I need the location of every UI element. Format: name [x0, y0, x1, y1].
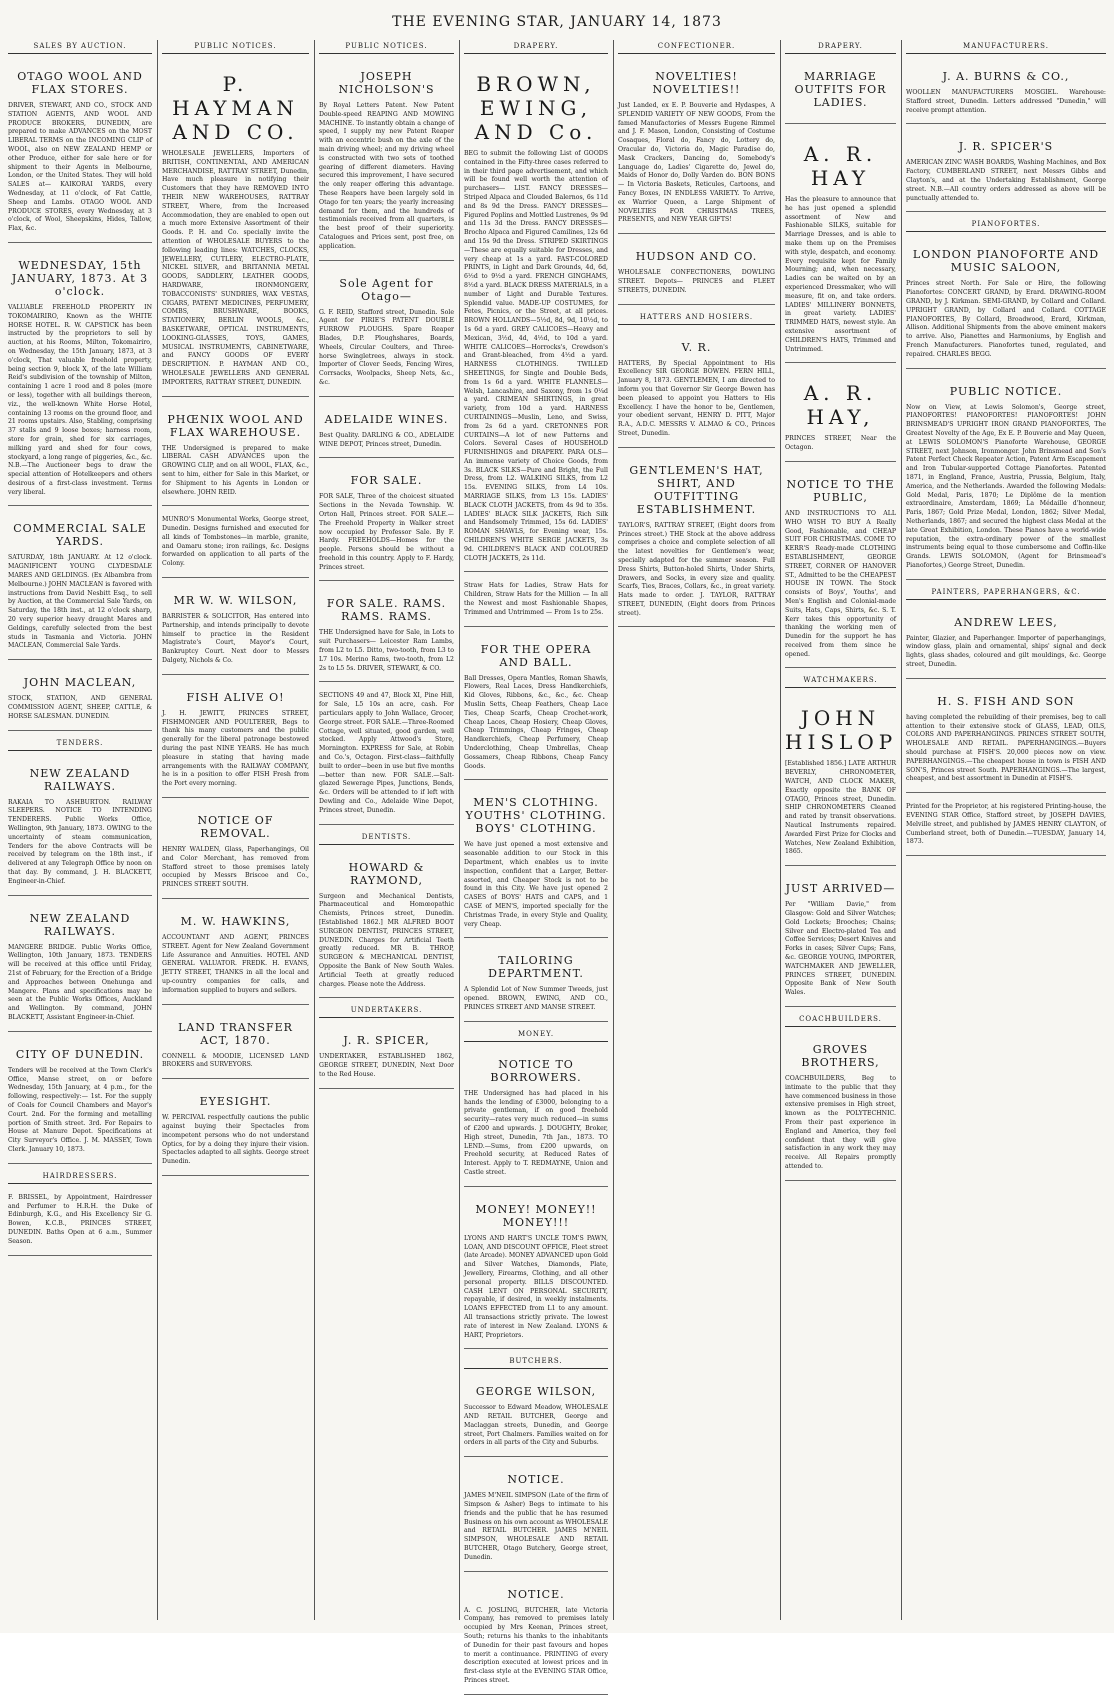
- advertisement: [319, 267, 454, 397]
- ad-heading: NOTICE.: [507, 1587, 565, 1601]
- section-heading: DRAPERY.: [464, 40, 608, 54]
- ad-body: THE Undersigned is prepared to make LIBERAL CASH ADVANCES upon the GROWING CLIP, and on all WOOL, FLAX, &c., sent to him, either for Sale in this Market, or for Shipment to his Agents in London or elsewhere. JOHN REID.: [162, 444, 309, 496]
- ad-heading: MONEY! MONEY!! MONEY!!!: [475, 1202, 597, 1229]
- advertisement: [8, 60, 152, 243]
- advertisement: [464, 1193, 608, 1350]
- advertisement: [464, 578, 608, 626]
- advertisement: [319, 587, 454, 682]
- ad-body: [Established 1856.] LATE ARTHUR BEVERLY, CHRONOMETER, WATCH, AND CLOCK MAKER, Exactly opposite the BANK OF OTAGO, Princes street, Dunedin. SHIP CHRONOMETERS Cleaned and rated by transit observations. Nautical Instruments repaired. Awarded First Prize for Clocks and Watches, New Zealand Exhibition, 1865.: [785, 760, 896, 856]
- advertisement: [162, 681, 309, 798]
- advertisement: [8, 902, 152, 1032]
- advertisement: [319, 464, 454, 581]
- ad-heading: FOR SALE. RAMS. RAMS. RAMS.: [326, 597, 447, 624]
- advertisement: [8, 512, 152, 660]
- ad-heading: J. R. SPICER'S: [958, 140, 1054, 154]
- ad-heading: LAND TRANSFER ACT, 1870.: [178, 1020, 293, 1047]
- ad-body: By Royal Letters Patent. New Patent Double-speed REAPING AND MOWING MACHINE. To instantly obtain a change of speed, I supply my new Patent Reaper with an eccentric bush on the axle of the main driving wheel; and my driving wheel is constructed with two sets of toothed gearing of different diameters. Having secured this improvement, I have secured the only reaper offering this advantage. These Reapers have been largely sold in Otago for ten years; the yearly increasing demand for them, and the hundreds of testimonials received from all quarters, is the best proof of their superiority. Catalogues and Prices sent, post free, on application.: [319, 102, 454, 250]
- ad-heading: WEDNESDAY, 15th JANUARY, 1873. At 3 o'clock.: [11, 258, 149, 298]
- ad-heading: FISH ALIVE O!: [186, 690, 285, 704]
- ad-heading: TAILORING DEPARTMENT.: [488, 954, 584, 981]
- ad-body: UNDERTAKER, ESTABLISHED 1862, GEORGE STREET, DUNEDIN, Next Door to the Red House.: [319, 1053, 454, 1078]
- ad-body: Best Quality. DARLING & CO., ADELAIDE WINE DEPOT, Princes street, Dunedin.: [319, 431, 454, 448]
- ad-heading: PUBLIC NOTICE.: [949, 384, 1063, 398]
- ad-heading: P. HAYMAN AND CO.: [172, 72, 299, 144]
- advertisement: [8, 1038, 152, 1164]
- ad-body: LYONS AND HART'S UNCLE TOM'S PAWN, LOAN, AND DISCOUNT OFFICE, Fleet street (late Arcade). MONEY ADVANCED upon Gold and Silver Watches, Diamonds, Plate, Jewellery, Firearms, Clothing, and all other personal property. BILLS DISCOUNTED. CASH LENT ON PERSONAL SECURITY, repayable, if desired, in weekly instalments. LOANS EFFECTED from L1 to any amount. All transactions strictly private. The lowest rate of interest in New Zealand. LYONS & HART, Proprietors.: [464, 1234, 608, 1339]
- ad-body: VALUABLE FREEHOLD PROPERTY IN TOKOMAIRIRO, Known as the WHITE HORSE HOTEL. R. W. CAPSTICK has been instructed by the proprietors to sell by auction, at his Rooms, Milton, Tokomairiro, on Wednesday, the 15th January, 1873, at 3 o'clock, That valuable freehold property, being section 9, block X, of the late William Reid's subdivision of the township of Milton, containing 1 acre 1 rood and 8 poles (more or less), together with all buildings thereon, viz., the well-known White Horse Hotel, containing 13 rooms on the ground floor, and 21 rooms upstairs. Also, Stabling, comprising 37 stalls and 9 loose boxes; harness room, store for grain, shed for six carriages, milking yard and shed for four cows, stockyard, a long range of piggeries, &c., &c. N.B.—The Auctioneer begs to draw the special attention of Hotelkeepers and others desirous of a first-class investment. Terms very liberal.: [8, 303, 152, 496]
- advertisement: [785, 60, 896, 124]
- ad-body: BARRISTER & SOLICITOR, Has entered into Partnership, and intends principally to devote himself to practice in the Resident Magistrate's Court, Mayor's Court, Bankruptcy Court. Next door to Messrs Dalgety, Nichols & Co.: [162, 613, 309, 665]
- ad-heading: COMMERCIAL SALE YARDS.: [13, 522, 147, 549]
- ad-body: Per "William Davie," from Glasgow: Gold and Silver Watches; Gold Lockets; Brooches; Chains; Silver and Electro-plated Tea and Coffee Services; Desert Knives and Forks in cases; Silver Cups; Fans, &c. GEORGE YOUNG, IMPORTER, WATCHMAKER AND JEWELLER, PRINCES STREET, DUNEDIN. Opposite Bank of New South Wales.: [785, 901, 896, 997]
- section-heading: DRAPERY.: [785, 40, 896, 54]
- advertisement: [464, 1048, 608, 1187]
- advertisement: [618, 60, 775, 234]
- advertisement: [162, 403, 309, 507]
- ad-heading: M. W. HAWKINS,: [180, 915, 291, 929]
- advertisement: [906, 685, 1106, 793]
- advertisement: [8, 1190, 152, 1256]
- ad-body: F. BRISSEL, by Appointment, Hairdresser and Perfumer to H.R.H. the Duke of Edinburgh, K.G., and His Excellency Sir G. Bowen, K.C.B., PRINCES STREET, DUNEDIN. Baths Open at 6 a.m., Summer Season.: [8, 1193, 152, 1245]
- ad-heading: GENTLEMEN'S HAT, SHIRT, AND OUTFITTING ESTABLISHMENT.: [629, 463, 764, 516]
- ad-heading: A. R. HAY: [803, 142, 878, 190]
- advertisement: [464, 1578, 608, 1695]
- ad-body: W. PERCIVAL respectfully cautions the public against buying their Spectacles from incompetent persons who do not understand Optics, for by a doing they injure their vision. Spectacles adapted to all sights. George street Dunedin.: [162, 1114, 309, 1166]
- section-heading: DENTISTS.: [319, 831, 454, 845]
- column-4: [459, 40, 612, 1685]
- ad-body: Straw Hats for Ladies, Straw Hats for Children, Straw Hats for the Million — In all the Newest and most Fashionable Shapes, Trimmed and Untrimmed — From 1s to 25s.: [464, 582, 608, 616]
- ad-heading: A. R. HAY,: [803, 381, 878, 430]
- ad-heading: MARRIAGE OUTFITS FOR LADIES.: [794, 70, 887, 109]
- ad-heading: MEN'S CLOTHING. YOUTHS' CLOTHING. BOYS' CLOTHING.: [465, 796, 607, 836]
- ad-body: Princes street North. For Sale or Hire, the following Pianofortes: CONCERT GRAND, by Erard. DRAWING-ROOM GRAND, by J. Kirkman. SEMI-GRAND, by Collard and Collard. UPRIGHT GRAND, by Collard and Collard. COTTAGE PIANOFORTES, By Collard, Broadwood, Erard, Kirkman, Allison. Additional Shipments from the above eminent makers to arrive. Also, Pianettes and Harmoniums, by English and French Manufacturers. Pianofortes tuned, regulated, and repaired. CHARLES BEGG.: [906, 280, 1106, 358]
- ad-body: Successor to Edward Meadow, WHOLESALE AND RETAIL BUTCHER, George and Maclaggan streets, Dunedin, and George street, Port Chalmers. Families waited on for orders in all parts of the City and Suburbs.: [464, 1404, 608, 1447]
- ad-body: BEG to submit the following List of GOODS contained in the Fifty-three cases referred to in their third page advertisement, and which will be found well worth the attention of purchasers— LIST. FANCY DRESSES—Striped Alpaca and Clouded Balernos, 6s 11d and 8s 9d the Dress. FANCY DRESSES—Figured Poplins and Mottled Lustrenes, 9s 9d and 11s 3d the Dress. FANCY DRESSES—Brocho Alpaca and Figured Camilines, 12s 6d and 15s 9d the Dress. STRIPED SKIRTINGS—These are equally suitable for Dresses, and very cheap at 1s a yard. FAST-COLORED PRINTS, in Light and Dark Grounds, 4d, 6d, 6½d to 9½d a yard. FRENCH GINGHAMS, 8½d a yard. BLACK DRESS MATERIALS, in a number of Light and Durable Textures. Splendid value. MADE-UP COSTUMES, for Fetes, Picnics, or the Street, at all prices. BROWN HOLLANDS—5½d, 8d, 9d, 10½d, to 1s 6d a yard. GREY CALICOES—Heavy and Mexican, 3½d, 4d, 4½d, to 10d a yard. WHITE CALICOES—Horrocks's, Crewdson's and Grant-bleached, from 4½d a yard. HARNESS CLOTHINGS. TWILLED SHEETINGS, for Single and Double Beds, from 1s 6d a yard. WHITE FLANNELS—Welsh, Lancashire, and Saxony, from 1s 0¼d a yard. CRIMEAN SHIRTINGS, in great variety, from 10d a yard. HARNESS CURTAININGS—Muslin, Leno, and Swiss, from 2s 6d a yard. CRETONNES FOR CURTAINS—A lot of new Patterns and Colors. Several Cases of HOUSEHOLD FURNISHINGS and DRAPERY. PARA OLS—An immense variety of Choice Goods, from 3s. BLACK SILKS—Pure and Bright, the Full Dress, from L2. WALKING SILKS, from L2 15s. EVENING SILKS, from L4 10s. MARRIAGE SILKS, from L3 15s. LADIES' BLACK CLOTH JACKETS, from 4s 9d to 35s. LADIES' BLACK SILK JACKETS, Rich Silk and Handsomely Trimmed, 15s 6d. LADIES' ROMAN SHAWLS, for Evening wear, 15s. CHILDREN'S WHITE SERGE JACKETS, 3s 9d. CHILDREN'S BLACK AND COLOURED CLOTH JACKETS, 2s 11d.: [464, 150, 608, 562]
- ad-heading: LONDON PIANOFORTE AND MUSIC SALOON,: [912, 248, 1100, 275]
- ad-body: Ball Dresses, Opera Mantles, Roman Shawls, Flowers, Real Laces, Dress Handkerchiefs, Kid Gloves, Ribbons, &c., &c., &c. Cheap Muslin Setts, Cheap Feathers, Cheap Lace Ties, Cheap Scarfs, Cheap Crochet-work, Cheap Laces, Cheap Hosiery, Cheap Gloves, Cheap Trimmings, Cheap Fringes, Cheap Handkerchiefs, Cheap Perfumery, Cheap Underclothing, Cheap Umbrellas, Cheap Gossamers, Cheap Ribbons, Cheap Fancy Goods.: [464, 674, 608, 770]
- ad-heading: HUDSON AND CO.: [635, 250, 758, 264]
- column-3: [314, 40, 458, 1620]
- ad-heading: FOR THE OPERA AND BALL.: [480, 642, 592, 669]
- ad-body: J. H. JEWITT, PRINCES STREET, FISHMONGER AND POULTERER, Begs to thank his many customers and the public generally for the liberal patronage bestowed during the past NINE YEARS. He has much pleasure in stating that having made arrangements with the RAILWAY COMPANY, he is in a position to offer FISH Fresh from the Port every morning.: [162, 709, 309, 788]
- advertisement: [8, 666, 152, 730]
- ad-heading: NEW ZEALAND RAILWAYS.: [29, 766, 131, 793]
- section-heading: HAIRDRESSERS.: [8, 1170, 152, 1184]
- ad-body: HATTERS, By Special Appointment to His Excellency SIR GEORGE BOWEN. FERN HILL, January 8, 1873. GENTLEMEN, I am directed to inform you that Governor Sir George Bowen has been pleased to appoint you Hatters to His Excellency. I have the honor to be, Gentlemen, your obedient servant, HENRY D. PITT, Major R.A., A.D.C. MESSRS V. ALMAO & CO., Princes Street, Dunedin.: [618, 359, 775, 437]
- ad-heading: V. R.: [681, 340, 712, 354]
- section-heading: COACHBUILDERS.: [785, 1013, 896, 1027]
- section-heading: PUBLIC NOTICES.: [162, 40, 309, 54]
- ad-heading: GEORGE WILSON,: [475, 1385, 597, 1399]
- ad-body: PRINCES STREET, Near the Octagon.: [785, 435, 896, 452]
- section-heading: UNDERTAKERS.: [319, 1004, 454, 1018]
- ad-heading: J. A. BURNS & CO.,: [942, 70, 1070, 83]
- ad-body: AMERICAN ZINC WASH BOARDS, Washing Machines, and Box Factory, CUMBERLAND STREET, next Messrs Gibbs and Clayton's, and at the Undertaking Establishment, George street. N.B.—All country orders addressed as above will be punctually attended to.: [906, 159, 1106, 202]
- ad-heading: JOHN HISLOP: [785, 706, 898, 755]
- advertisement: [319, 403, 454, 459]
- ad-heading: NOTICE OF REMOVAL.: [197, 814, 274, 841]
- section-heading: BUTCHERS.: [464, 1355, 608, 1369]
- ad-heading: PHŒNIX WOOL AND FLAX WAREHOUSE.: [167, 412, 304, 439]
- ad-heading: NOTICE.: [507, 1473, 565, 1487]
- advertisement: [785, 694, 896, 866]
- ad-body: CONNELL & MOODIE, LICENSED LAND BROKERS and SURVEYORS.: [162, 1052, 309, 1069]
- advertisement: [464, 944, 608, 1021]
- column-6: [780, 40, 900, 1620]
- ad-heading: BROWN, EWING, AND Co.: [474, 72, 598, 144]
- section-heading: PIANOFORTES.: [906, 218, 1106, 232]
- advertisement: [162, 1011, 309, 1080]
- ad-body: A. C. JOSLING, BUTCHER, late Victoria Company, has removed to premises lately occupied by Mrs Keenan, Princes street, South; returns his thanks to the inhabitants of Dunedin for their past favours and hopes to merit a continuance. PRINTING of every description executed at lowest prices and in first-class style at the EVENING STAR Office, Princes street.: [464, 1606, 608, 1685]
- advertisement: [319, 688, 454, 824]
- ad-body: SATURDAY, 18th JANUARY. At 12 o'clock. MAGNIFICENT YOUNG CLYDESDALE MARES AND GELDINGS. (Ex Albambra from Melbourne.) JOHN MACLEAN is favored with instructions from David Nesbitt Esq., to sell by Auction, at the Commercial Sale Yards, on Saturday, the 18th inst., at 12 o'clock sharp, 20 very superior heavy draught Mares and Geldings, carefully selected from the best studs in Tasmania and Victoria. JOHN MACLEAN, Commercial Sale Yards.: [8, 554, 152, 650]
- advertisement: [618, 240, 775, 304]
- section-heading: TENDERS.: [8, 737, 152, 751]
- advertisement: [162, 804, 309, 899]
- ad-body: WHOLESALE CONFECTIONERS, DOWLING STREET. Depots— PRINCES and FLEET STREETS, DUNEDIN.: [618, 269, 775, 294]
- ad-heading: NEW ZEALAND RAILWAYS.: [29, 911, 131, 938]
- ad-body: DRIVER, STEWART, AND CO., STOCK AND STATION AGENTS, AND WOOL AND PRODUCE BROKERS, DUNEDIN, are prepared to make ADVANCES on the MOST LIBERAL TERMS on the INCOMING CLIP of WOOL, also on NEW ZEALAND HEMP or other Produce, either for sale here or for shipment to their Agents in Melbourne, London, or the United States. They will hold SALES at— KAIKORAI YARDS, every Wednesday, at 11 o'clock, of Fat Cattle, Sheep and Lambs. OTAGO WOOL AND PRODUCE STORES, every Wednesday, at 3 o'clock, of Wool, Sheepskins, Hides, Tallow, Flax, &c.: [8, 102, 152, 233]
- advertisement: [785, 468, 896, 669]
- ad-body: COACHBUILDERS, Beg to intimate to the public that they have commenced business in those extensive premises in High street, known as the POLYTECHNIC. From their past experience in England and America, they feel confident that they will give satisfaction in any work they may receive. All Repairs promptly attended to.: [785, 1075, 896, 1170]
- ad-body: THE Undersigned have for Sale, in Lots to suit Purchasers— Leicester Ram Lambs, from L2 to L5. Ditto, two-tooth, from L3 to L7 10s. Merino Rams, two-tooth, from L2 2s to L5 5s. DRIVER, STEWART, & CO.: [319, 629, 454, 672]
- advertisement: [785, 130, 896, 363]
- ad-body: WOOLLEN MANUFACTURERS MOSGIEL. Warehouse: Stafford street, Dunedin. Letters addressed "Dunedin," will receive prompt attention.: [906, 89, 1106, 114]
- advertisement: [906, 606, 1106, 679]
- advertisement: [464, 60, 608, 572]
- section-heading: CONFECTIONER.: [618, 40, 775, 54]
- advertisement: [8, 757, 152, 896]
- ad-body: Just Landed, ex E. P. Bouverie and Hydaspes, A SPLENDID VARIETY OF NEW GOODS, From the famed Manufactories of Messrs Eugene Rimmel and J. F. Mason, London, Consisting of Costume Cosaques, Floral do, Fancy do, Lottery do, Oracular do, Victoria do, Magic Paradise do, Mask Crackers, Dancing do, Somebody's Language do, Ladies' Cigarette do, Jewel do, Maids of Honor do, Dolly Varden do. BON BONS— In Victoria Baskets, Reticules, Cartoons, and Fancy Boxes, IN ENDLESS VARIETY. To Arrive, ex Warrior Queen, a Large Shipment of NOVELTIES FOR CHRISTMAS TREES, PRESENTS, and NEW YEAR GIFTS!: [618, 102, 775, 224]
- column-2: [157, 40, 313, 1620]
- ad-body: RAKAIA TO ASHBURTON. RAILWAY SLEEPERS. NOTICE TO INTENDING TENDERERS. Public Works Office, Wellington, 9th January, 1873. OWING to the uncertainty of steam communication, Tenders for the above Contracts will be received by telegram on the 18th inst., if delivered at any Telegraph Office by noon on that day. By command, J. H. BLACKETT, Engineer-in-Chief.: [8, 798, 152, 885]
- advertisement: [464, 1375, 608, 1457]
- ad-body: AND INSTRUCTIONS TO ALL WHO WISH TO BUY A Really Good, Fashionable, and CHEAP SUIT FOR CHRISTMAS. COME TO KERR'S Ready-made CLOTHING ESTABLISHMENT, GEORGE STREET, CORNER OF HANOVER ST., Admitted to be the CHEAPEST HOUSE IN TOWN. The Stock consists of Boys', Youths', and Men's English and Colonial-made Suits, Hats, Caps, Shirts, &c. S. T. Kerr takes this opportunity of thanking the working men of Dunedin for the support he has received from them since he opened.: [785, 509, 896, 658]
- ad-heading: GROVES BROTHERS,: [801, 1043, 880, 1070]
- ad-heading: MR W. W. WILSON,: [173, 594, 298, 608]
- advertisement: [906, 375, 1106, 580]
- ad-heading: HOWARD & RAYMOND,: [348, 860, 425, 887]
- advertisement: [464, 786, 608, 938]
- ad-heading: Sole Agent for Otago—: [339, 276, 434, 303]
- ad-heading: J. R. SPICER,: [343, 1034, 430, 1048]
- ad-heading: H. S. FISH AND SON: [937, 694, 1075, 708]
- advertisement: [162, 60, 309, 397]
- advertisement: [785, 369, 896, 462]
- ad-body: MANGERE BRIDGE. Public Works Office, Wellington, 10th January, 1873. TENDERS will be received at this office until Friday, 21st of February, for the Erection of a Bridge and Approaches between Onehunga and Mangere. Plans and specifications may be seen at the Public Works Offices, Auckland and Wellington. By command, JOHN BLACKETT, Assistant Engineer-in-Chief.: [8, 943, 152, 1021]
- advertisement: [906, 60, 1106, 124]
- advertisement: [785, 1033, 896, 1181]
- ad-body: SECTIONS 49 and 47, Block XI, Pine Hill, for Sale, L5 10s an acre, cash. For particulars apply to John Wallace, Grocer, George street. FOR SALE.—Three-Roomed Cottage, well situated, good garden, well stocked. Apply Attwood's Store, Mornington. EXPRESS for Sale, at Robin and Co.'s, Octagon. First-class—faithfully built to order—been in use but five months—better than new. FOR SALE.—Salt-glazed Sewerage Pipes, Junctions, Bends, &c. Orders will be attended to if left with Dewling and Co., Adelaide Wine Depot, Princes street, Dunedin.: [319, 692, 454, 814]
- ad-body: MUNRO'S Monumental Works, George street, Dunedin. Designs furnished and executed for all kinds of Tombstones—in marble, granite, and Oamaru stone; iron railings, &c. Designs forwarded on application to all parts of the Colony.: [162, 516, 309, 568]
- ad-heading: FOR SALE.: [350, 474, 423, 488]
- section-heading: SALES BY AUCTION.: [8, 40, 152, 54]
- advertisement: [906, 130, 1106, 212]
- advertisement: [162, 584, 309, 675]
- ad-body: G. F. REID, Stafford street, Dunedin. Sole Agent for PIRIE'S PATENT DOUBLE FURROW PLOUGHS. Spare Reaper Blades, D.P. Ploughshares, Boards, Wheels, Circular Coulters, and Three-horse Swingletrees, always in stock. Importer of Clover Seeds, Fencing Wires, Corrsacks, Woolpacks, Sheep Nets, &c., &c.: [319, 308, 454, 386]
- ad-body: Tenders will be received at the Town Clerk's Office, Manse street, on or before Wednesday, 15th January, at 4 p.m., for the following, respectively:— 1st. For the supply of Coals for Council Chambers and Mayor's Court. 2nd. For the forming and metalling portion of Smith street. 3rd. For Repairs to House at Manure Depot. Specifications at City Surveyor's Office. J. M. MASSEY, Town Clerk. January 10, 1873.: [8, 1066, 152, 1153]
- advertisement: [785, 872, 896, 1007]
- ad-heading: CITY OF DUNEDIN.: [15, 1047, 145, 1061]
- section-heading: HATTERS AND HOSIERS.: [618, 311, 775, 325]
- ad-body: We have just opened a most extensive and seasonable addition to our Stock in this Department, which enables us to invite inspection, confident that a Larger, Better-assorted, and Cheaper Stock is not to be found in this City. We have just opened 2 CASES of BOYS' HATS and CAPS, and 1 CASE of MEN'S, imported specially for the Christmas Trade, in every Style and Quality, very Cheap.: [464, 841, 608, 928]
- section-heading: PAINTERS, PAPERHANGERS, &C.: [906, 586, 1106, 600]
- ad-body: Painter, Glazier, and Paperhanger. Importer of paperhangings, window glass, plain and ornamental, ships' signal and deck lights, glass shades, coloured and gilt mouldings, &c. George street, Dunedin.: [906, 634, 1106, 669]
- advertisement: [8, 249, 152, 507]
- advertisement: [162, 512, 309, 578]
- advertisement: [618, 331, 775, 448]
- section-heading: PUBLIC NOTICES.: [319, 40, 454, 54]
- ad-heading: JOHN MACLEAN,: [23, 676, 137, 690]
- advertisement: [162, 1085, 309, 1176]
- column-5: [613, 40, 779, 1620]
- ad-body: THE Undersigned has had placed in his hands the lending of £3000, belonging to a private gentleman, if on good freehold security—rates very much reduced—in sums of £200 and upwards. J. DOUGHTY, Broker, High street, Dunedin, 7th Jan., 1873. TO LEND.—Sums, from £200 upwards, on Freehold security, at Reduced Rates of Interest. Apply to T. REDMAYNE, Union and Castle street.: [464, 1089, 608, 1176]
- advertisement: [162, 905, 309, 1005]
- ad-body: having completed the rebuilding of their premises, beg to call attention to their extensive stock of GLASS, LEAD, OILS, COLORS AND PAPERHANGINGS. PRINCES STREET SOUTH, WHOLESALE AND RETAIL. PAPERHANGINGS.—Buyers should purchase at FISH'S. 20,000 pieces now on view. PAPERHANGINGS.—The cheapest house in town is FISH AND SON'S, Princes street South. PAPERHANGINGS.—The largest, cheapest, and best assortment in Dunedin at FISH'S.: [906, 713, 1106, 783]
- ad-body: Printed for the Proprietor, at his registered Printing-house, the EVENING STAR Office, Stafford street, by JOSEPH DAVIES, Melville street, and published by JAMES HENRY CLAYTON, of Cumberland street, both of Dunedin.—TUESDAY, January 14, 1873.: [906, 803, 1106, 846]
- ad-heading: JUST ARRIVED—: [785, 882, 896, 896]
- column-7: [901, 40, 1110, 1620]
- advertisement: [319, 60, 454, 261]
- advertisement: [618, 454, 775, 628]
- ad-body: HENRY WALDEN, Glass, Paperhangings, Oil and Color Merchant, has removed from Stafford street to those premises lately occupied by Messrs Briscoe and Co., PRINCES STREET SOUTH.: [162, 846, 309, 889]
- ad-body: Now on View, at Lewis Solomon's, George street, PIANOFORTES! PIANOFORTES! PIANOFORTES! JOHN BRINSMEAD'S UPRIGHT IRON GRAND PIANOFORTES, The Greatest Novelty of the Age, Ex E. P. Bouverie and May Queen, at LEWIS SOLOMON'S Pianoforte Warehouse, GEORGE STREET, next Johnson, Ironmonger. John Brinsmead and Son's Patent Perfect Check Repeater Action, Patent Arm Escapement and Iron Tubular-supported Cottage Pianofortes. Patented 1871, in England, France, Austria, Prussia, Belgium, Italy, America, and the Netherlands. Awarded the following Medals: Gold Medal, Paris, 1870; Le Diplôme de la mention extraordinaire, Amsterdam, 1869; La Médaille d'honneur, Paris, 1867; Gold Prize Medal, London, 1862; Silver Medal, Netherlands, 1867; and secured the highest class Medal at the late Great Exhibition, London. These Pianos have a world-wide reputation, the extra-ordinary power of the smallest instruments being equal to those cumbersome and Coffin-like Grands. LEWIS SOLOMON, (Agent for Brinsmead's Pianofortes,) George Street, Dunedin.: [906, 403, 1106, 569]
- ad-heading: EYESIGHT.: [199, 1095, 272, 1109]
- advertisement: [319, 851, 454, 999]
- ad-heading: NOTICE TO BORROWERS.: [490, 1057, 582, 1084]
- advertisement: [464, 1463, 608, 1571]
- advertisement: [906, 238, 1106, 368]
- masthead: THE EVENING STAR, JANUARY 14, 1873: [392, 14, 722, 30]
- section-heading: MANUFACTURERS.: [906, 40, 1106, 54]
- ad-heading: OTAGO WOOL AND FLAX STORES.: [17, 70, 143, 96]
- ad-heading: ANDREW LEES,: [954, 615, 1058, 629]
- column-1: [4, 40, 156, 1620]
- ad-body: A Splendid Lot of New Summer Tweeds, just opened. BROWN, EWING, AND CO., PRINCES STREET AND MANSE STREET.: [464, 986, 608, 1011]
- ad-body: ACCOUNTANT AND AGENT, PRINCES STREET. Agent for New Zealand Government Life Assurance and Annuities. HOTEL AND GENERAL VALUATOR. FREDK. H. EVANS, JETTY STREET, THANKS in all the local and up-country companies for calls, and information supplied to buyers and sellers.: [162, 934, 309, 994]
- ad-heading: NOTICE TO THE PUBLIC,: [786, 477, 895, 504]
- ad-heading: JOSEPH NICHOLSON'S: [338, 70, 435, 96]
- ad-heading: NOVELTIES! NOVELTIES!!: [652, 70, 741, 96]
- advertisement: [319, 1024, 454, 1088]
- ad-body: STOCK, STATION, AND GENERAL COMMISSION AGENT, SHEEP, CATTLE, & HORSE SALESMAN. DUNEDIN.: [8, 695, 152, 720]
- ad-body: TAYLOR'S, RATTRAY STREET, (Eight doors from Princes street.) THE Stock at the above address comprises a choice and complete selection of all the latest novelties for Gentlemen's wear, specially adapted for the summer season. Full Dress Shirts, Button-holed Shirts, Under Shirts, Drawers, and Socks, in every size and quality. Scarfs, Ties, Braces, Collars, &c., in great variety. Hats made to order. J. TAYLOR, RATTRAY STREET, DUNEDIN, (Eight doors from Princes street).: [618, 521, 775, 617]
- ad-body: WHOLESALE JEWELLERS, Importers of BRITISH, CONTINENTAL, AND AMERICAN MERCHANDISE, RATTRAY STREET, Dunedin, Have much pleasure in notifying their Customers that they have REMOVED INTO THEIR NEW WAREHOUSES, RATTRAY STREET, Where, from the Increased Accommodation, they are enabled to open out a much more Extensive Assortment of their Goods. P. H. and Co. specially invite the attention of WHOLESALE BUYERS to the following leading lines: WATCHES, CLOCKS, JEWELLERY, CUTLERY, ELECTRO-PLATE, NICKEL SILVER, and BRITANNIA METAL GOODS, SADDLERY, LEATHER GOODS, HARDWARE, IRONMONGERY, TOBACCONISTS' SUNDRIES, WAX VESTAS, CIGARS, PATENT MEDICINES, PERFUMERY, COMBS, BRUSHWARE, BOOKS, STATIONERY, BERLIN WOOLS, &c., BASKETWARE, OPTICAL INSTRUMENTS, LOOKING-GLASSES, TOYS, GAMES, MUSICAL INSTRUMENTS, CABINETWARE, and FANCY GOODS OF EVERY DESCRIPTION. P. HAYMAN AND CO., WHOLESALE JEWELLERS AND GENERAL IMPORTERS, RATTRAY STREET, DUNEDIN.: [162, 150, 309, 386]
- advertisement: [906, 799, 1106, 856]
- ad-body: Has the pleasure to announce that he has just opened a splendid assortment of New and Fashionable SILKS, suitable for Marriage Dresses, and is able to make them up on the Premises with style, despatch, and economy. Every requisite kept for Family Mourning; and, when necessary, Ladies can be waited on by an experienced Dressmaker, who will measure, fit on, and take orders. LADIES' MILLINERY BONNETS, in great variety. LADIES' TRIMMED HATS, newest style. An extensive assortment of CHILDREN'S HATS, Trimmed and Untrimmed.: [785, 196, 896, 353]
- section-heading: WATCHMAKERS.: [785, 674, 896, 688]
- ad-body: Surgeon and Mechanical Dentists, Pharmaceutical and Homœopathic Chemists, Princes street, Dunedin. [Established 1862.] MR ALFRED BOOT SURGEON DENTIST, PRINCES STREET, DUNEDIN. Charges for Artificial Teeth greatly reduced. MR B. THROP, SURGEON & MECHANICAL DENTIST, Opposite the Bank of New South Wales. Artificial Teeth at greatly reduced charges. Please note the Address.: [319, 892, 454, 988]
- ad-body: FOR SALE, Three of the choicest situated Sections in the Nevada Township. W. Orton Hall, Princes street. FOR SALE.—The Freehold Property in Walker street now occupied by Professor Sale. By F. Hardy. FREEHOLDS—Homes for the people. Persons should be without a freehold in this country. Apply to F. Hardy, Princes street.: [319, 493, 454, 571]
- ad-heading: ADELAIDE WINES.: [324, 412, 449, 426]
- section-heading: MONEY.: [464, 1028, 608, 1042]
- advertisement: [464, 633, 608, 781]
- ad-body: JAMES M'NEIL SIMPSON (Late of the firm of Simpson & Asher) Begs to intimate to his friends and the public that he has resumed Business on his own account as WHOLESALE and RETAIL BUTCHER. JAMES M'NEIL SIMPSON, WHOLESALE AND RETAIL BUTCHER, Otago Butchery, George street, Dunedin.: [464, 1492, 608, 1561]
